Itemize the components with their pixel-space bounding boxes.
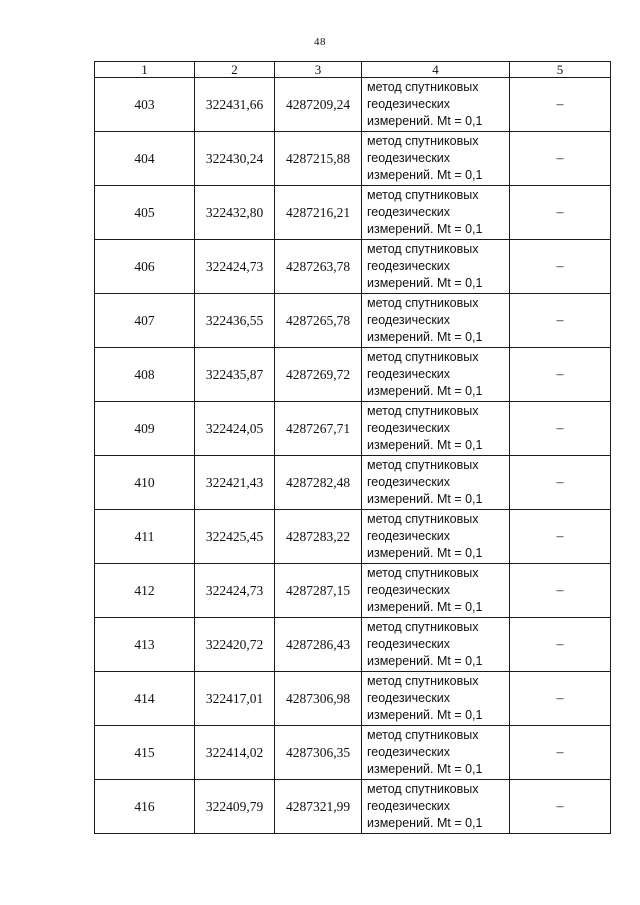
x-coordinate-cell: 322421,43 — [195, 456, 275, 510]
point-number-cell: 403 — [95, 78, 195, 132]
y-coordinate-cell: 4287267,71 — [275, 402, 362, 456]
table-row — [95, 564, 611, 618]
method-line: геодезических — [367, 691, 451, 705]
table-row — [95, 402, 611, 456]
method-line: геодезических — [367, 583, 451, 597]
y-coordinate-cell: 4287209,24 — [275, 78, 362, 132]
header-col-1: 1 — [95, 62, 195, 78]
x-coordinate-cell: 322424,73 — [195, 564, 275, 618]
method-line: метод спутниковых — [367, 566, 479, 580]
method-cell — [362, 186, 510, 240]
method-line: метод спутниковых — [367, 134, 479, 148]
table-row — [95, 780, 611, 834]
method-cell — [362, 564, 510, 618]
y-coordinate-cell: 4287282,48 — [275, 456, 362, 510]
point-number-cell: 413 — [95, 618, 195, 672]
table-row — [95, 294, 611, 348]
method-line: измерений. Mt = 0,1 — [367, 222, 483, 236]
method-line: геодезических — [367, 259, 451, 273]
table-row — [95, 456, 611, 510]
note-cell: – — [510, 132, 611, 186]
note-cell: – — [510, 186, 611, 240]
method-line: измерений. Mt = 0,1 — [367, 816, 483, 830]
method-line: измерений. Mt = 0,1 — [367, 492, 483, 506]
note-cell: – — [510, 564, 611, 618]
table-row — [95, 618, 611, 672]
y-coordinate-cell: 4287287,15 — [275, 564, 362, 618]
y-coordinate-cell: 4287286,43 — [275, 618, 362, 672]
method-cell — [362, 618, 510, 672]
x-coordinate-cell: 322420,72 — [195, 618, 275, 672]
x-coordinate-cell: 322424,05 — [195, 402, 275, 456]
y-coordinate-cell: 4287215,88 — [275, 132, 362, 186]
method-line: измерений. Mt = 0,1 — [367, 330, 483, 344]
table-header — [95, 62, 611, 78]
table-row — [95, 726, 611, 780]
page-number: 48 — [314, 36, 326, 48]
note-cell: – — [510, 402, 611, 456]
header-row — [95, 62, 611, 78]
table-row — [95, 348, 611, 402]
y-coordinate-cell: 4287306,98 — [275, 672, 362, 726]
y-coordinate-cell: 4287216,21 — [275, 186, 362, 240]
header-col-3: 3 — [275, 62, 362, 78]
method-cell — [362, 294, 510, 348]
method-cell — [362, 672, 510, 726]
point-number-cell: 416 — [95, 780, 195, 834]
y-coordinate-cell: 4287263,78 — [275, 240, 362, 294]
table-row — [95, 672, 611, 726]
method-line: геодезических — [367, 799, 451, 813]
header-col-5: 5 — [510, 62, 611, 78]
x-coordinate-cell: 322424,73 — [195, 240, 275, 294]
method-line: измерений. Mt = 0,1 — [367, 168, 483, 182]
method-line: метод спутниковых — [367, 350, 479, 364]
point-number-cell: 410 — [95, 456, 195, 510]
x-coordinate-cell: 322425,45 — [195, 510, 275, 564]
y-coordinate-cell: 4287283,22 — [275, 510, 362, 564]
point-number-cell: 404 — [95, 132, 195, 186]
method-line: геодезических — [367, 97, 451, 111]
method-line: геодезических — [367, 151, 451, 165]
header-col-4: 4 — [362, 62, 510, 78]
method-cell — [362, 240, 510, 294]
x-coordinate-cell: 322432,80 — [195, 186, 275, 240]
method-line: измерений. Mt = 0,1 — [367, 708, 483, 722]
note-cell: – — [510, 456, 611, 510]
x-coordinate-cell: 322430,24 — [195, 132, 275, 186]
note-cell: – — [510, 78, 611, 132]
method-cell — [362, 456, 510, 510]
method-line: метод спутниковых — [367, 296, 479, 310]
method-line: измерений. Mt = 0,1 — [367, 384, 483, 398]
note-cell: – — [510, 348, 611, 402]
table-row — [95, 78, 611, 132]
method-line: измерений. Mt = 0,1 — [367, 438, 483, 452]
table-row — [95, 186, 611, 240]
point-number-cell: 409 — [95, 402, 195, 456]
note-cell: – — [510, 726, 611, 780]
method-line: геодезических — [367, 745, 451, 759]
note-cell: – — [510, 510, 611, 564]
x-coordinate-cell: 322436,55 — [195, 294, 275, 348]
method-cell — [362, 726, 510, 780]
method-line: измерений. Mt = 0,1 — [367, 762, 483, 776]
x-coordinate-cell: 322414,02 — [195, 726, 275, 780]
method-line: метод спутниковых — [367, 242, 479, 256]
method-line: геодезических — [367, 367, 451, 381]
x-coordinate-cell: 322431,66 — [195, 78, 275, 132]
point-number-cell: 405 — [95, 186, 195, 240]
method-cell — [362, 348, 510, 402]
point-number-cell: 414 — [95, 672, 195, 726]
method-line: геодезических — [367, 205, 451, 219]
method-line: метод спутниковых — [367, 512, 479, 526]
method-line: геодезических — [367, 637, 451, 651]
x-coordinate-cell: 322435,87 — [195, 348, 275, 402]
point-number-cell: 408 — [95, 348, 195, 402]
note-cell: – — [510, 780, 611, 834]
method-line: метод спутниковых — [367, 674, 479, 688]
method-cell — [362, 780, 510, 834]
method-line: метод спутниковых — [367, 620, 479, 634]
point-number-cell: 412 — [95, 564, 195, 618]
method-line: метод спутниковых — [367, 80, 479, 94]
method-cell — [362, 78, 510, 132]
y-coordinate-cell: 4287306,35 — [275, 726, 362, 780]
method-line: геодезических — [367, 313, 451, 327]
x-coordinate-cell: 322409,79 — [195, 780, 275, 834]
method-line: геодезических — [367, 421, 451, 435]
method-cell — [362, 510, 510, 564]
method-line: метод спутниковых — [367, 188, 479, 202]
note-cell: – — [510, 240, 611, 294]
point-number-cell: 407 — [95, 294, 195, 348]
method-line: метод спутниковых — [367, 458, 479, 472]
table-row — [95, 510, 611, 564]
method-cell — [362, 402, 510, 456]
method-line: метод спутниковых — [367, 728, 479, 742]
method-line: метод спутниковых — [367, 404, 479, 418]
method-line: метод спутниковых — [367, 782, 479, 796]
table-body — [95, 78, 611, 834]
method-line: измерений. Mt = 0,1 — [367, 276, 483, 290]
method-line: измерений. Mt = 0,1 — [367, 546, 483, 560]
method-cell — [362, 132, 510, 186]
point-number-cell: 411 — [95, 510, 195, 564]
method-line: геодезических — [367, 475, 451, 489]
method-line: измерений. Mt = 0,1 — [367, 600, 483, 614]
point-number-cell: 406 — [95, 240, 195, 294]
method-line: измерений. Mt = 0,1 — [367, 654, 483, 668]
method-line: геодезических — [367, 529, 451, 543]
header-col-2: 2 — [195, 62, 275, 78]
coordinates-table — [94, 61, 611, 834]
x-coordinate-cell: 322417,01 — [195, 672, 275, 726]
y-coordinate-cell: 4287265,78 — [275, 294, 362, 348]
note-cell: – — [510, 618, 611, 672]
note-cell: – — [510, 294, 611, 348]
method-line: измерений. Mt = 0,1 — [367, 114, 483, 128]
note-cell: – — [510, 672, 611, 726]
table-row — [95, 132, 611, 186]
y-coordinate-cell: 4287321,99 — [275, 780, 362, 834]
table-row — [95, 240, 611, 294]
y-coordinate-cell: 4287269,72 — [275, 348, 362, 402]
point-number-cell: 415 — [95, 726, 195, 780]
